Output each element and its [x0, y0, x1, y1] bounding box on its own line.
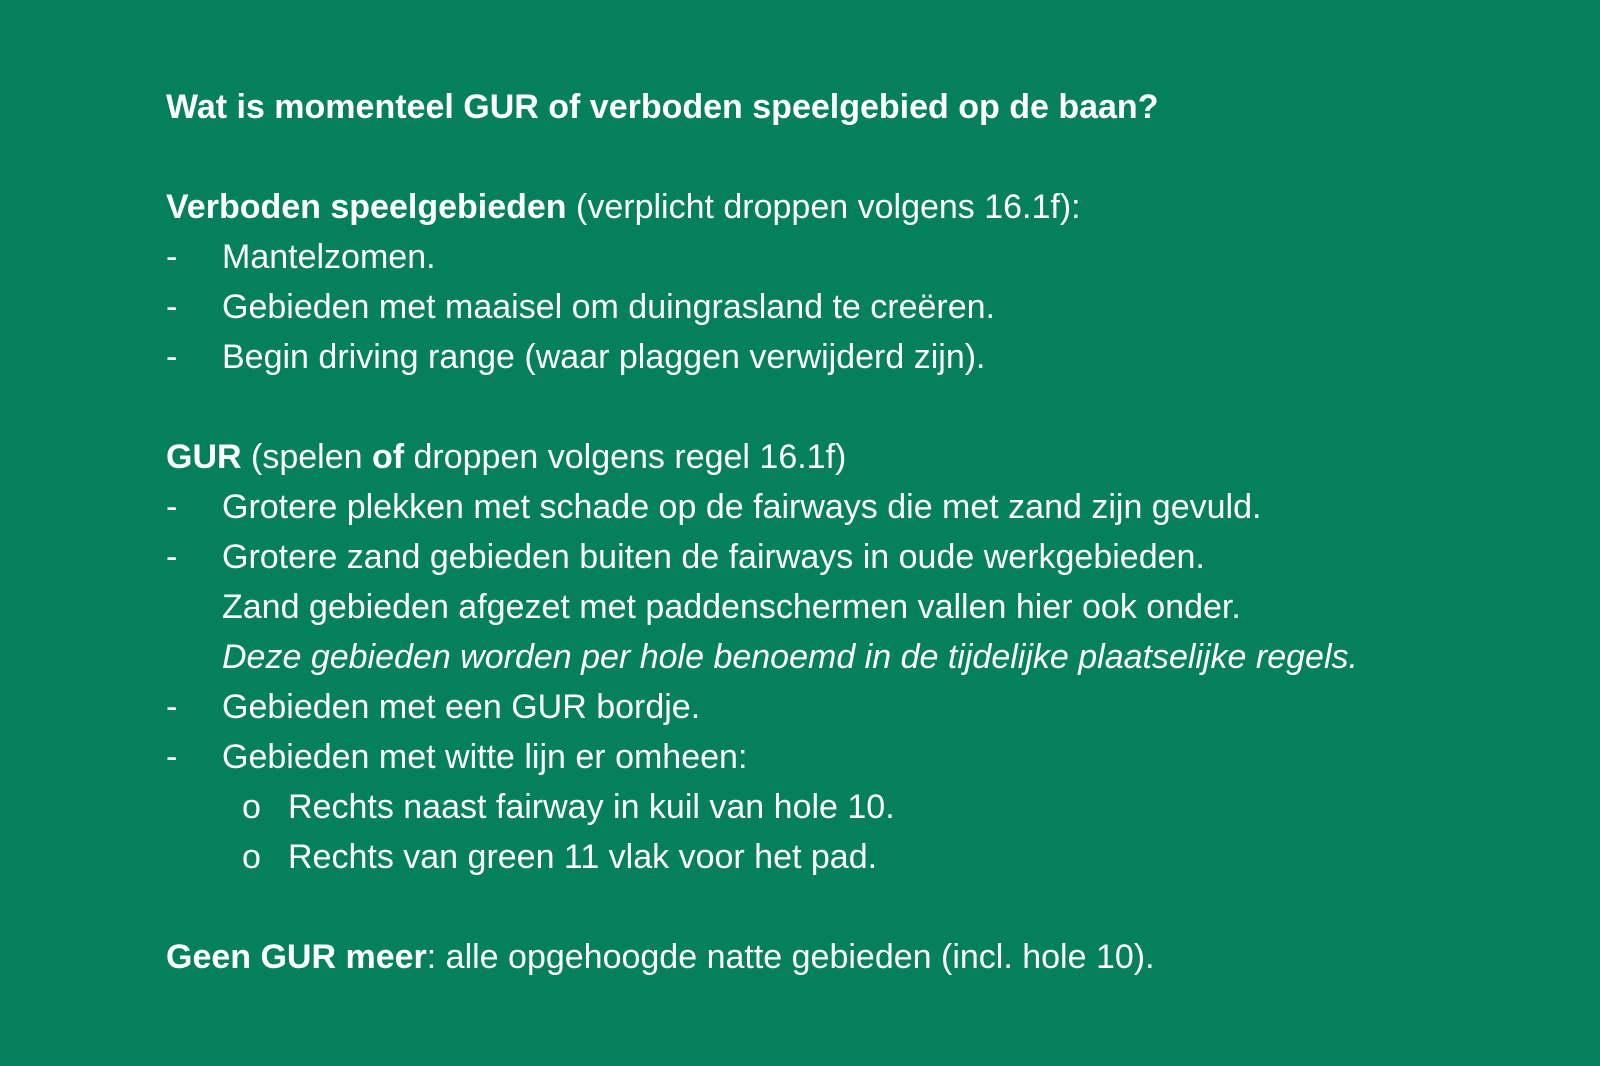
bullet-dash: - [166, 538, 178, 576]
list-item-text: Grotere plekken met schade op de fairways die met zand zijn gevuld. [222, 488, 1262, 526]
circle-bullet-icon: o [242, 788, 261, 826]
list-item [166, 332, 1540, 382]
list-item [166, 482, 1540, 532]
bullet-dash: - [166, 688, 178, 726]
gur-heading-bold2: of [371, 438, 405, 476]
list-item [166, 282, 1540, 332]
list-item-text: Grotere zand gebieden buiten de fairways in oude werkgebieden. [222, 538, 1205, 576]
spacer [166, 882, 1540, 932]
gur-heading [166, 432, 1540, 482]
list-item-text: Gebieden met een GUR bordje. [222, 688, 701, 726]
gur-heading-mid: (spelen [241, 438, 372, 476]
list-item-text: Mantelzomen. [222, 238, 436, 276]
bullet-dash: - [166, 238, 178, 276]
list-item [166, 532, 1540, 582]
list-item-text: Begin driving range (waar plaggen verwijderd zijn). [222, 338, 986, 376]
sub-list-item [166, 782, 1540, 832]
sub-list-item [166, 832, 1540, 882]
list-item-note: Deze gebieden worden per hole benoemd in de tijdelijke plaatselijke regels. [222, 638, 1358, 676]
circle-bullet-icon: o [242, 838, 261, 876]
list-item-text: Gebieden met maaisel om duingrasland te creëren. [222, 288, 995, 326]
sub-list-item-text: Rechts van green 11 vlak voor het pad. [288, 838, 878, 876]
bullet-dash: - [166, 288, 178, 326]
list-item-continuation: Zand gebieden afgezet met paddenschermen vallen hier ook onder. [222, 588, 1241, 626]
verboden-heading [166, 182, 1540, 232]
sub-list-item-text: Rechts naast fairway in kuil van hole 10. [288, 788, 895, 826]
list-item [166, 232, 1540, 282]
bullet-dash: - [166, 738, 178, 776]
verboden-heading-rest: (verplicht droppen volgens 16.1f): [566, 188, 1081, 226]
geen-gur-rest: : alle opgehoogde natte gebieden (incl. hole 10). [426, 938, 1155, 976]
list-item-text: Gebieden met witte lijn er omheen: [222, 738, 748, 776]
geen-gur-bold: Geen GUR meer [166, 938, 427, 976]
gur-heading-rest: droppen volgens regel 16.1f) [404, 438, 847, 476]
list-item [166, 682, 1540, 732]
gur-heading-bold: GUR [166, 438, 242, 476]
spacer [166, 132, 1540, 182]
slide-title: Wat is momenteel GUR of verboden speelgebied op de baan? [166, 88, 1159, 126]
bullet-dash: - [166, 338, 178, 376]
list-item [166, 732, 1540, 782]
bullet-dash: - [166, 488, 178, 526]
spacer [166, 382, 1540, 432]
verboden-heading-bold: Verboden speelgebieden [166, 188, 567, 226]
geen-gur-line [166, 932, 1540, 982]
